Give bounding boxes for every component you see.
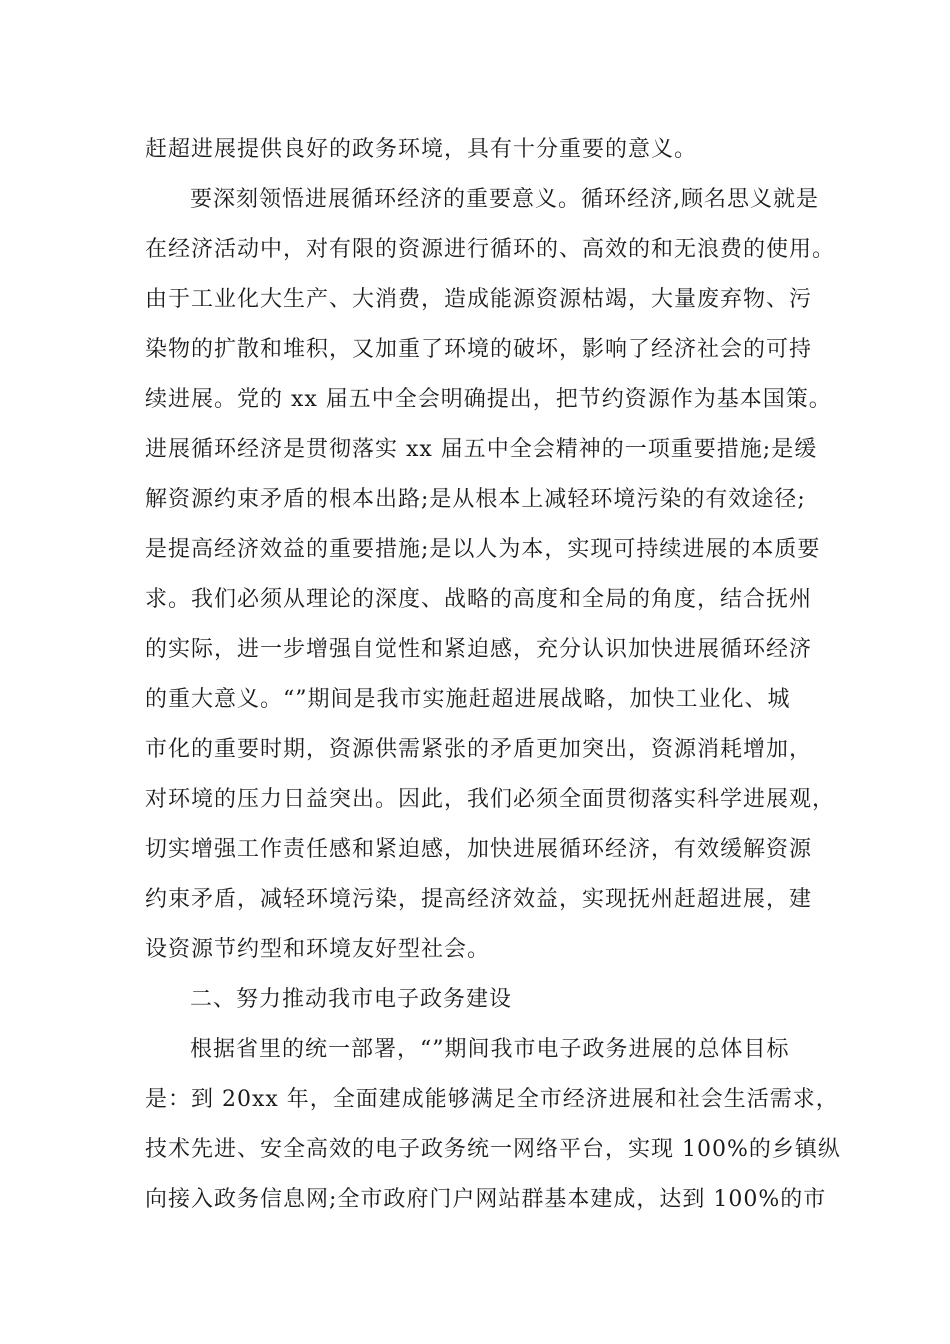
text-line-14: 对环境的压力日益突出。因此，我们必须全面贯彻落实科学进展观，: [145, 787, 836, 812]
text-line-5: 染物的扩散和堆积，又加重了环境的破坏，影响了经济社会的可持: [145, 337, 813, 362]
text-line-6: 续进展。党的 xx 届五中全会明确提出，把节约资源作为基本国策。: [145, 387, 832, 412]
text-line-3: 在经济活动中，对有限的资源进行循环的、高效的和无浪费的使用。: [145, 237, 836, 262]
text-line-20: 是：到 20xx 年，全面建成能够满足全市经济进展和社会生活需求，: [145, 1087, 839, 1112]
text-line-12: 的重大意义。“”期间是我市实施赶超进展战略，加快工业化、城: [145, 687, 791, 712]
text-line-11: 的实际，进一步增强自觉性和紧迫感，充分认识加快进展循环经济: [145, 637, 813, 662]
text-line-4: 由于工业化大生产、大消费，造成能源资源枯竭，大量废弃物、污: [145, 287, 813, 312]
text-line-7: 进展循环经济是贯彻落实 xx 届五中全会精神的一项重要措施;是缓: [145, 437, 818, 462]
text-line-1: 赶超进展提供良好的政务环境，具有十分重要的意义。: [145, 137, 698, 162]
paragraph-start-line: 根据省里的统一部署，“”期间我市电子政务进展的总体目标: [190, 1037, 790, 1062]
text-line-22: 向接入政务信息网;全市政府门户网站群基本建成，达到 100%的市: [145, 1187, 827, 1212]
text-line-16: 约束矛盾，减轻环境污染，提高经济效益，实现抚州赶超进展，建: [145, 887, 813, 912]
text-line-21: 技术先进、安全高效的电子政务统一网络平台，实现 100%的乡镇纵: [145, 1137, 841, 1162]
text-line-8: 解资源约束矛盾的根本出路;是从根本上减轻环境污染的有效途径;: [145, 487, 806, 512]
paragraph-start-line: 要深刻领悟进展循环经济的重要意义。循环经济,顾名思义就是: [190, 187, 819, 212]
text-line-15: 切实增强工作责任感和紧迫感，加快进展循环经济，有效缓解资源: [145, 837, 813, 862]
text-line-10: 求。我们必须从理论的深度、战略的高度和全局的角度，结合抚州: [145, 587, 813, 612]
text-line-13: 市化的重要时期，资源供需紧张的矛盾更加突出，资源消耗增加，: [145, 737, 813, 762]
text-line-9: 是提高经济效益的重要措施;是以人为本，实现可持续进展的本质要: [145, 537, 821, 562]
section-heading: 二、努力推动我市电子政务建设: [190, 987, 513, 1012]
text-line-17: 设资源节约型和环境友好型社会。: [145, 937, 491, 962]
